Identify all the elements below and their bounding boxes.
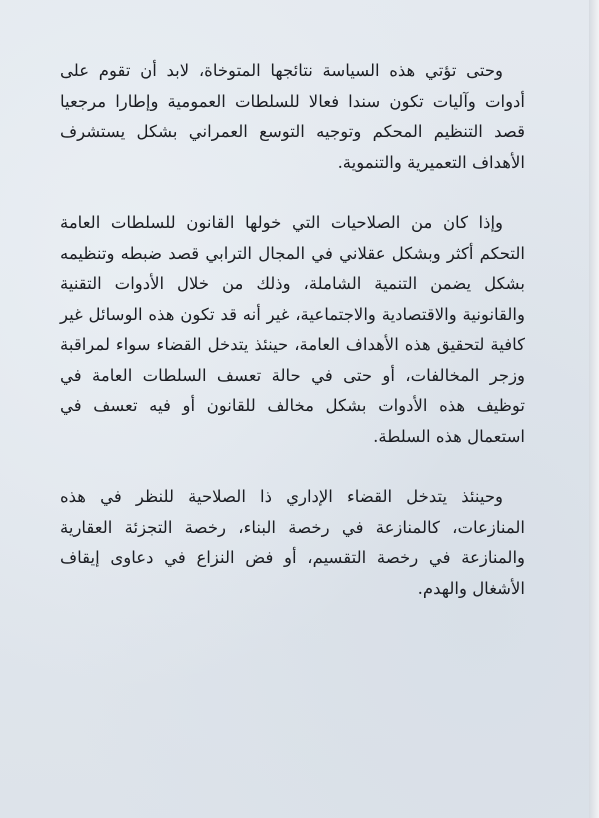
page-edge <box>589 0 599 818</box>
document-body <box>60 56 525 604</box>
paragraph-3: وحينئذ يتدخل القضاء الإداري ذا الصلاحية للنظر في هذه المنازعات، كالمنازعة في رخصة البناء، رخصة التجزئة العقارية والمنازعة في رخصة التقسيم، أو فض النزاع في دعاوى إيقاف الأشغال والهدم. <box>60 487 525 598</box>
paragraph-2: وإذا كان من الصلاحيات التي خولها القانون للسلطات العامة التحكم أكثر وبشكل عقلاني في المجال الترابي قصد ضبطه وتنظيمه بشكل يضمن التنمية الشاملة، وذلك من خلال الأدوات التقنية والقانونية والاقتصادية والاجتماعية، غير أنه قد تكون هذه الوسائل غير كافية لتحقيق هذه الأهداف العامة، حينئذ يتدخل القضاء سواء لمراقبة وزجر المخالفات، أو حتى في حالة تعسف السلطات العامة في توظيف هذه الأدوات بشكل مخالف للقانون أو فيه تعسف في استعمال هذه السلطة. <box>60 213 525 446</box>
paragraph-1: وحتى تؤتي هذه السياسة نتائجها المتوخاة، لابد أن تقوم على أدوات وآليات تكون سندا فعالا للسلطات العمومية وإطارا مرجعيا قصد التنظيم المحكم وتوجيه التوسع العمراني بشكل يستشرف الأهداف التعميرية والتنموية. <box>60 61 525 172</box>
